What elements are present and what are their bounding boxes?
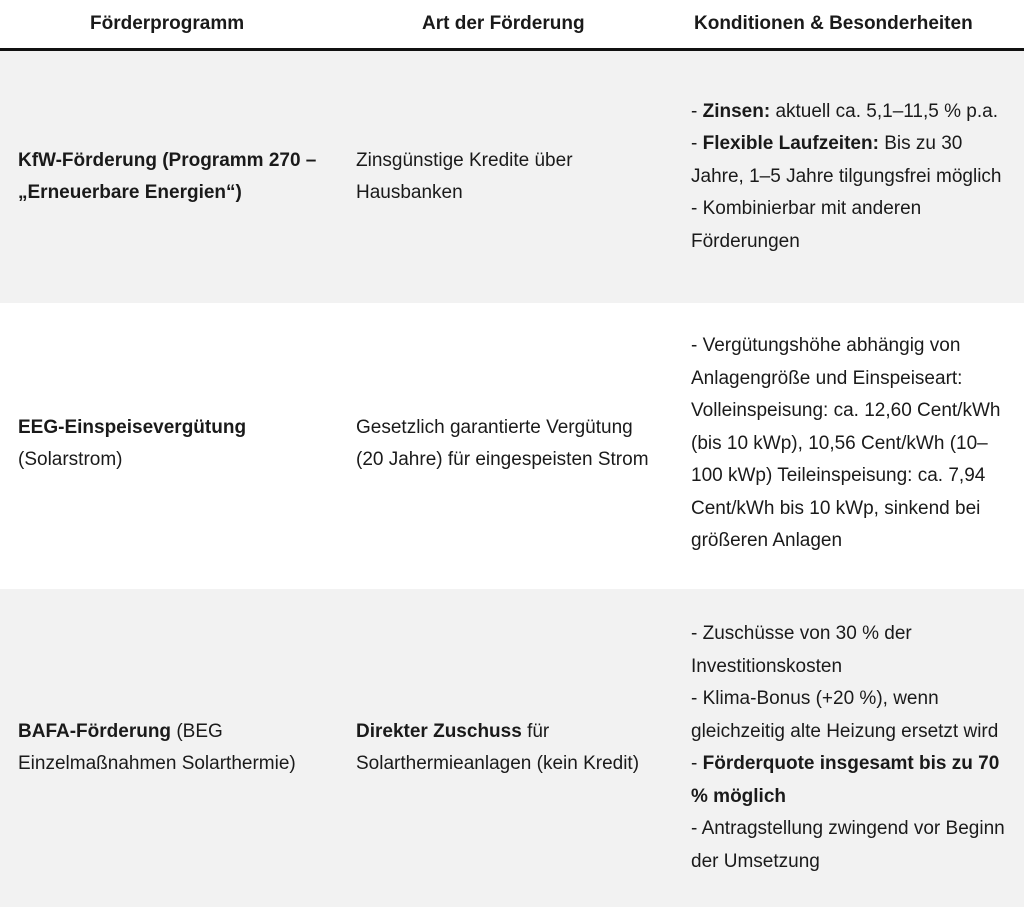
header-type: Art der Förderung <box>338 0 674 50</box>
condition-text: Bis zu 30 Jahre, 1–5 Jahre tilgungsfrei möglich <box>691 133 1002 187</box>
condition-bold: Förderquote insgesamt bis zu 70 % möglich <box>691 753 1000 807</box>
table-row <box>0 589 1024 907</box>
condition-prefix: - <box>691 623 703 644</box>
program-name-bold: EEG-Einspeisevergütung <box>18 416 247 438</box>
type-bold: Direkter Zuschuss <box>356 720 522 742</box>
condition-prefix: - <box>691 133 703 155</box>
condition-item <box>691 330 1006 558</box>
condition-prefix: - <box>691 688 703 709</box>
cell-conditions <box>674 303 1024 585</box>
condition-text: Antragstellung zwingend vor Beginn der Umsetzung <box>691 818 1005 872</box>
program-name-bold: KfW-Förderung (Programm 270 – „Erneuerbare Energien“) <box>18 149 317 203</box>
condition-text: Kombinierbar mit anderen Förderungen <box>691 198 922 252</box>
program-name-rest: (Solarstrom) <box>18 449 123 470</box>
table-row <box>0 50 1024 304</box>
condition-item <box>691 96 1006 129</box>
header-row <box>0 0 1024 50</box>
type-rest: Gesetzlich garantierte Vergütung (20 Jahre) für eingespeisten Strom <box>356 416 649 470</box>
condition-prefix: - <box>691 198 703 220</box>
table-row <box>0 303 1024 585</box>
condition-item <box>691 618 1006 683</box>
condition-bold: Zinsen: <box>702 100 771 122</box>
condition-prefix: - <box>691 335 703 357</box>
header-conditions: Konditionen & Besonderheiten <box>674 0 1024 50</box>
condition-item <box>691 193 1006 258</box>
header-program: Förderprogramm <box>0 0 338 50</box>
table-body <box>0 50 1024 908</box>
cell-type <box>338 50 674 304</box>
table-header <box>0 0 1024 50</box>
condition-text: Vergütungshöhe abhängig von Anlagengröße und Einspeiseart: Volleinspeisung: ca. 12,60 Cent/kWh (bis 10 kWp), 10,56 Cent/kWh (10–100 kWp) Teileinspeisung: ca. 7,94 Cent/kWh bis 10 kWp, sinkend bei größeren Anlagen <box>691 335 1001 552</box>
program-name-rest: (BEG Einzelmaßnahmen Solarthermie) <box>18 720 296 774</box>
condition-prefix: - <box>691 818 702 839</box>
program-name-bold: BAFA-Förderung <box>18 720 172 742</box>
cell-type <box>338 303 674 585</box>
cell-program <box>0 589 338 907</box>
condition-text: Zuschüsse von 30 % der Investitionskosten <box>691 623 912 677</box>
condition-item <box>691 813 1006 878</box>
condition-item <box>691 128 1006 193</box>
type-rest: für Solarthermieanlagen (kein Kredit) <box>356 720 640 774</box>
type-rest: Zinsgünstige Kredite über Hausbanken <box>356 149 573 203</box>
condition-text: aktuell ca. 5,1–11,5 % p.a. <box>770 100 998 122</box>
condition-item <box>691 683 1006 748</box>
cell-program <box>0 303 338 585</box>
cell-conditions <box>674 50 1024 304</box>
condition-item <box>691 748 1006 813</box>
condition-text: Klima-Bonus (+20 %), wenn gleichzeitig alte Heizung ersetzt wird <box>691 688 999 742</box>
condition-bold: Flexible Laufzeiten: <box>702 133 879 155</box>
cell-type <box>338 589 674 907</box>
cell-program <box>0 50 338 304</box>
condition-prefix: - <box>691 100 703 122</box>
cell-conditions <box>674 589 1024 907</box>
condition-prefix: - <box>691 753 703 774</box>
